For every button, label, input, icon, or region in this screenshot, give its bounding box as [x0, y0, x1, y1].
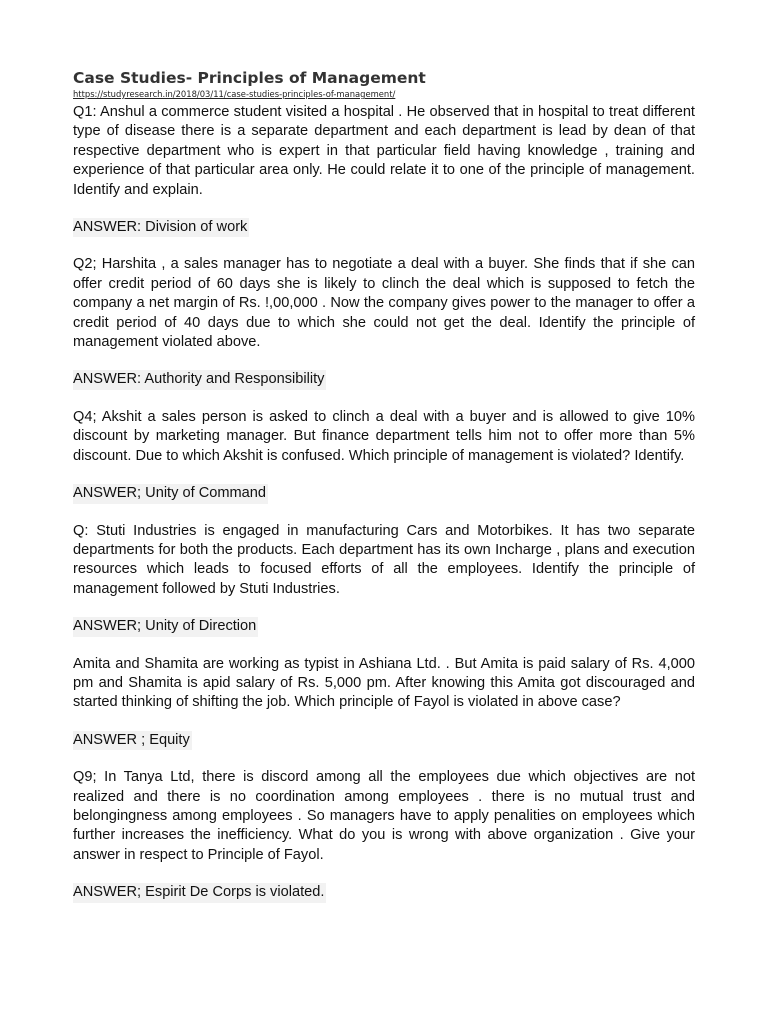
- answer-text: ANSWER ; Equity: [73, 731, 192, 750]
- document-title: Case Studies- Principles of Management: [73, 69, 426, 87]
- case-study-item: [73, 255, 695, 389]
- answer-text: ANSWER; Unity of Direction: [73, 617, 258, 636]
- question-text: Q9; In Tanya Ltd, there is discord among all the employees due which objectives are not realized and there is no coordination among employees . there is no mutual trust and belongingness among employees . So managers have to apply penalities on employees which further increases the inefficiency. What do you is wrong with above organization . Give your answer in respect to Principle of Fayol.: [73, 769, 695, 863]
- case-study-item: [73, 522, 695, 637]
- question-text: Amita and Shamita are working as typist in Ashiana Ltd. . But Amita is paid salary of Rs. 4,000 pm and Shamita is apid salary of Rs. 5,000 pm. After knowing this Amita got discouraged and started thinking of shifting the job. Which principle of Fayol is violated in above case?: [73, 655, 695, 711]
- question-text: Q1: Anshul a commerce student visited a hospital . He observed that in hospital to treat different type of disease there is a separate department and each department is lead by dean of that respective department who is expert in that particular field having knowledge , training and experience of that particular area only. He could relate it to one of the principle of management. Identify and explain.: [73, 104, 695, 198]
- answer-text: ANSWER: Division of work: [73, 218, 249, 237]
- case-study-item: [73, 768, 695, 902]
- question-text: Q: Stuti Industries is engaged in manufacturing Cars and Motorbikes. It has two separate departments for both the products. Each department has its own Incharge , plans and execution resources which leads to focused efforts of all the employees. Identify the principle of management followed by Stuti Industries.: [73, 522, 695, 597]
- answer-text: ANSWER; Espirit De Corps is violated.: [73, 883, 326, 902]
- case-study-item: [73, 408, 695, 504]
- document-page: [73, 68, 695, 921]
- case-study-item: [73, 103, 695, 237]
- source-link[interactable]: https://studyresearch.in/2018/03/11/case-studies-principles-of-management/: [73, 89, 396, 99]
- answer-text: ANSWER; Unity of Command: [73, 484, 268, 503]
- question-text: Q2; Harshita , a sales manager has to negotiate a deal with a buyer. She finds that if she can offer credit period of 60 days she is likely to clinch the deal which is supposed to fetch the company a net margin of Rs. !,00,000 . Now the company gives power to the manager to offer a credit period of 40 days due to which she could not get the deal. Identify the principle of management violated above.: [73, 256, 695, 351]
- answer-text: ANSWER: Authority and Responsibility: [73, 370, 326, 389]
- case-study-item: [73, 655, 695, 751]
- question-text: Q4; Akshit a sales person is asked to clinch a deal with a buyer and is allowed to give 10% discount by marketing manager. But finance department tells him not to offer more than 5% discount. Due to which Akshit is confused. Which principle of management is violated? Identify.: [73, 408, 695, 464]
